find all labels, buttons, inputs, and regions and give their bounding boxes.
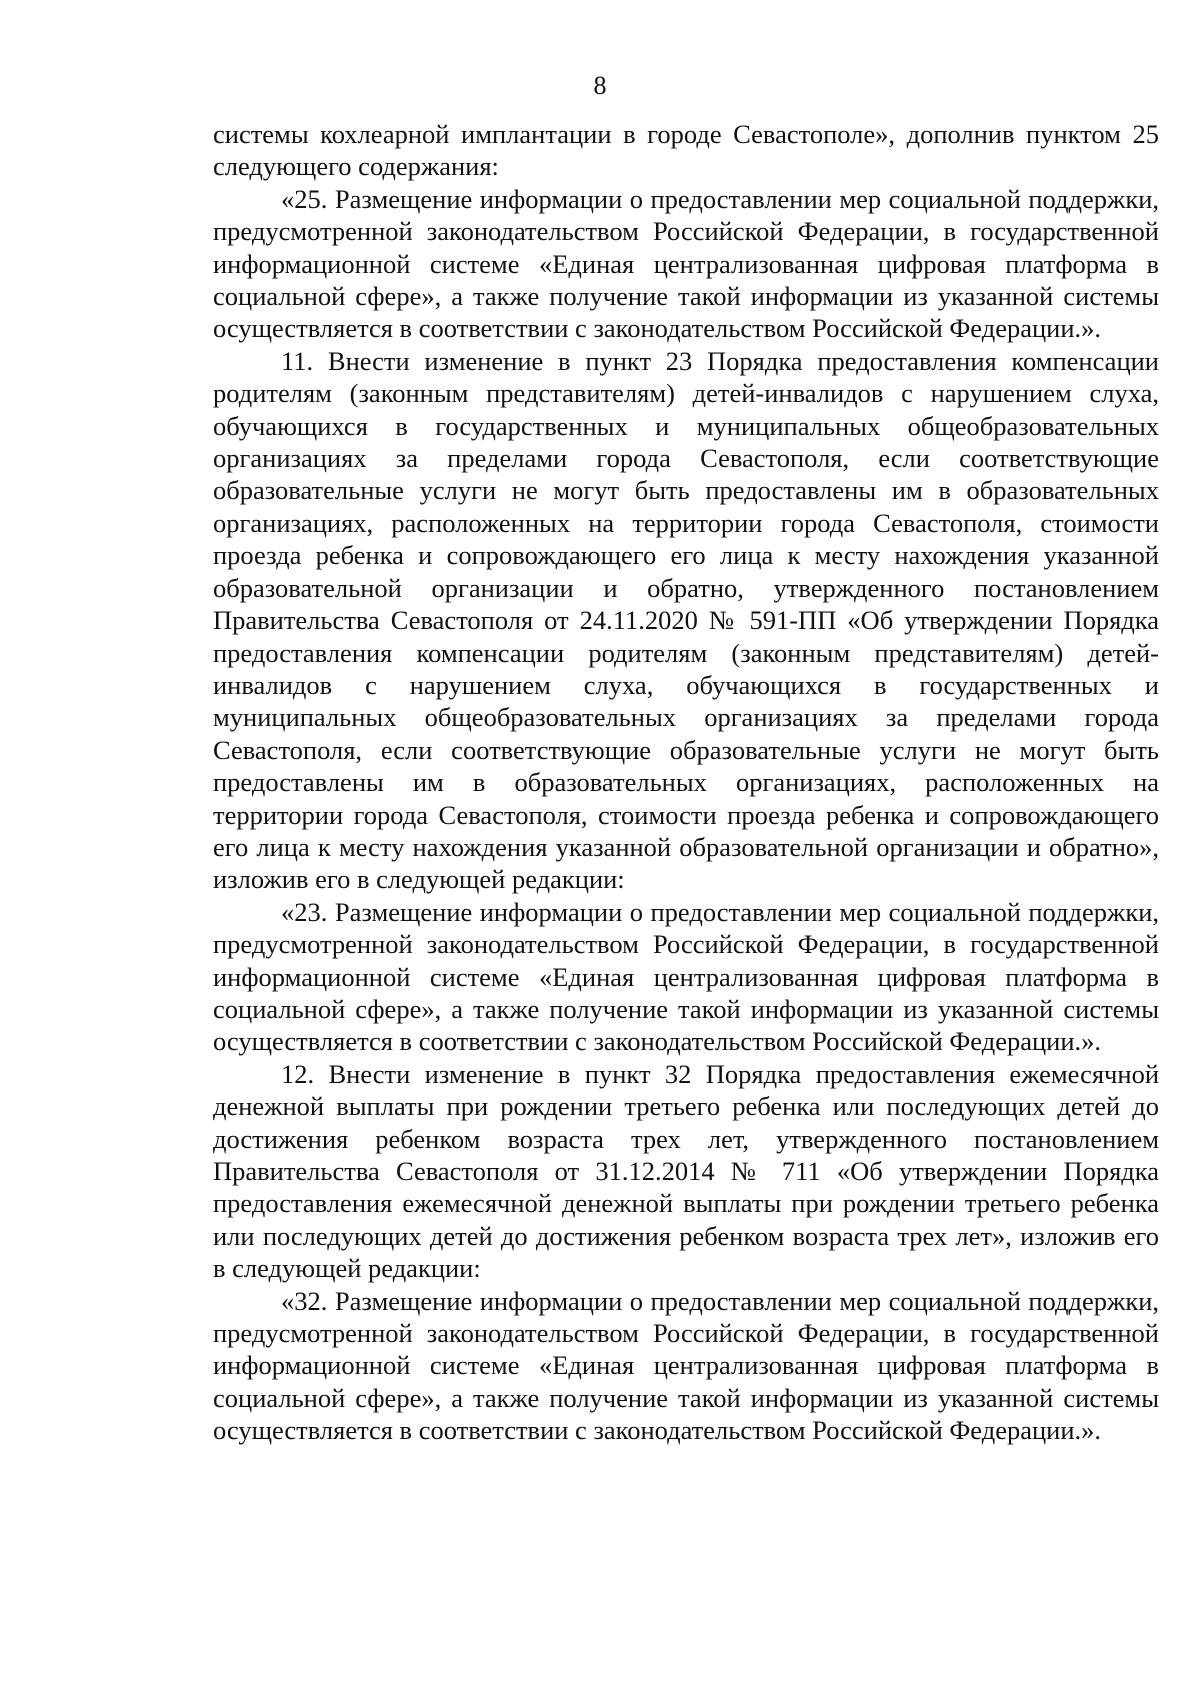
paragraph-item-32-text: «32. Размещение информации о предоставлении мер социальной поддержки, предусмотренной законодательством Российской Федерации, в государственной информационной системе «Единая централизованная цифровая платформа в социальной сфере», а также получение такой информации из указанной системы осуществляется в соответствии с законодательством Российской Федерации.». <box>213 1285 1159 1446</box>
paragraph-point-11: 11. Внести изменение в пункт 23 Порядка предоставления компенсации родителям (законным представителям) детей-инвалидов с нарушением слуха, обучающихся в государственных и муниципальных общеобразовательных организациях за пределами города Севастополя, если соответствующие образовательные услуги не могут быть предоставлены им в образовательных организациях, расположенных на территории города Севастополя, стоимости проезда ребенка и сопровождающего его лица к месту нахождения указанной образовательной организации и обратно, утвержденного постановлением Правительства Севастополя от 24.11.2020 № 591-ПП «Об утверждении Порядка предоставления компенсации родителям (законным представителям) детей-инвалидов с нарушением слуха, обучающихся в государственных и муниципальных общеобразовательных организациях за пределами города Севастополя, если соответствующие образовательные услуги не могут быть предоставлены им в образовательных организациях, расположенных на территории города Севастополя, стоимости проезда ребенка и сопровождающего его лица к месту нахождения указанной образовательной организации и обратно», изложив его в следующей редакции: <box>213 345 1159 895</box>
paragraph-point-12: 12. Внести изменение в пункт 32 Порядка предоставления ежемесячной денежной выплаты при рождении третьего ребенка или последующих детей до достижения ребенком возраста трех лет, утвержденного постановлением Правительства Севастополя от 31.12.2014 № 711 «Об утверждении Порядка предоставления ежемесячной денежной выплаты при рождении третьего ребенка или последующих детей до достижения ребенком возраста трех лет», изложив его в следующей редакции: <box>213 1058 1159 1284</box>
paragraph-continuation: системы кохлеарной имплантации в городе Севастополе», дополнив пунктом 25 следующего содержания: <box>213 119 1159 182</box>
document-body <box>213 118 1159 1447</box>
page-number: 8 <box>593 71 607 100</box>
paragraph-item-23-text: «23. Размещение информации о предоставлении мер социальной поддержки, предусмотренной законодательством Российской Федерации, в государственной информационной системе «Единая централизованная цифровая платформа в социальной сфере», а также получение такой информации из указанной системы осуществляется в соответствии с законодательством Российской Федерации.». <box>213 896 1159 1057</box>
paragraph-item-25-text: «25. Размещение информации о предоставлении мер социальной поддержки, предусмотренной законодательством Российской Федерации, в государственной информационной системе «Единая централизованная цифровая платформа в социальной сфере», а также получение такой информации из указанной системы осуществляется в соответствии с законодательством Российской Федерации.». <box>213 183 1159 344</box>
